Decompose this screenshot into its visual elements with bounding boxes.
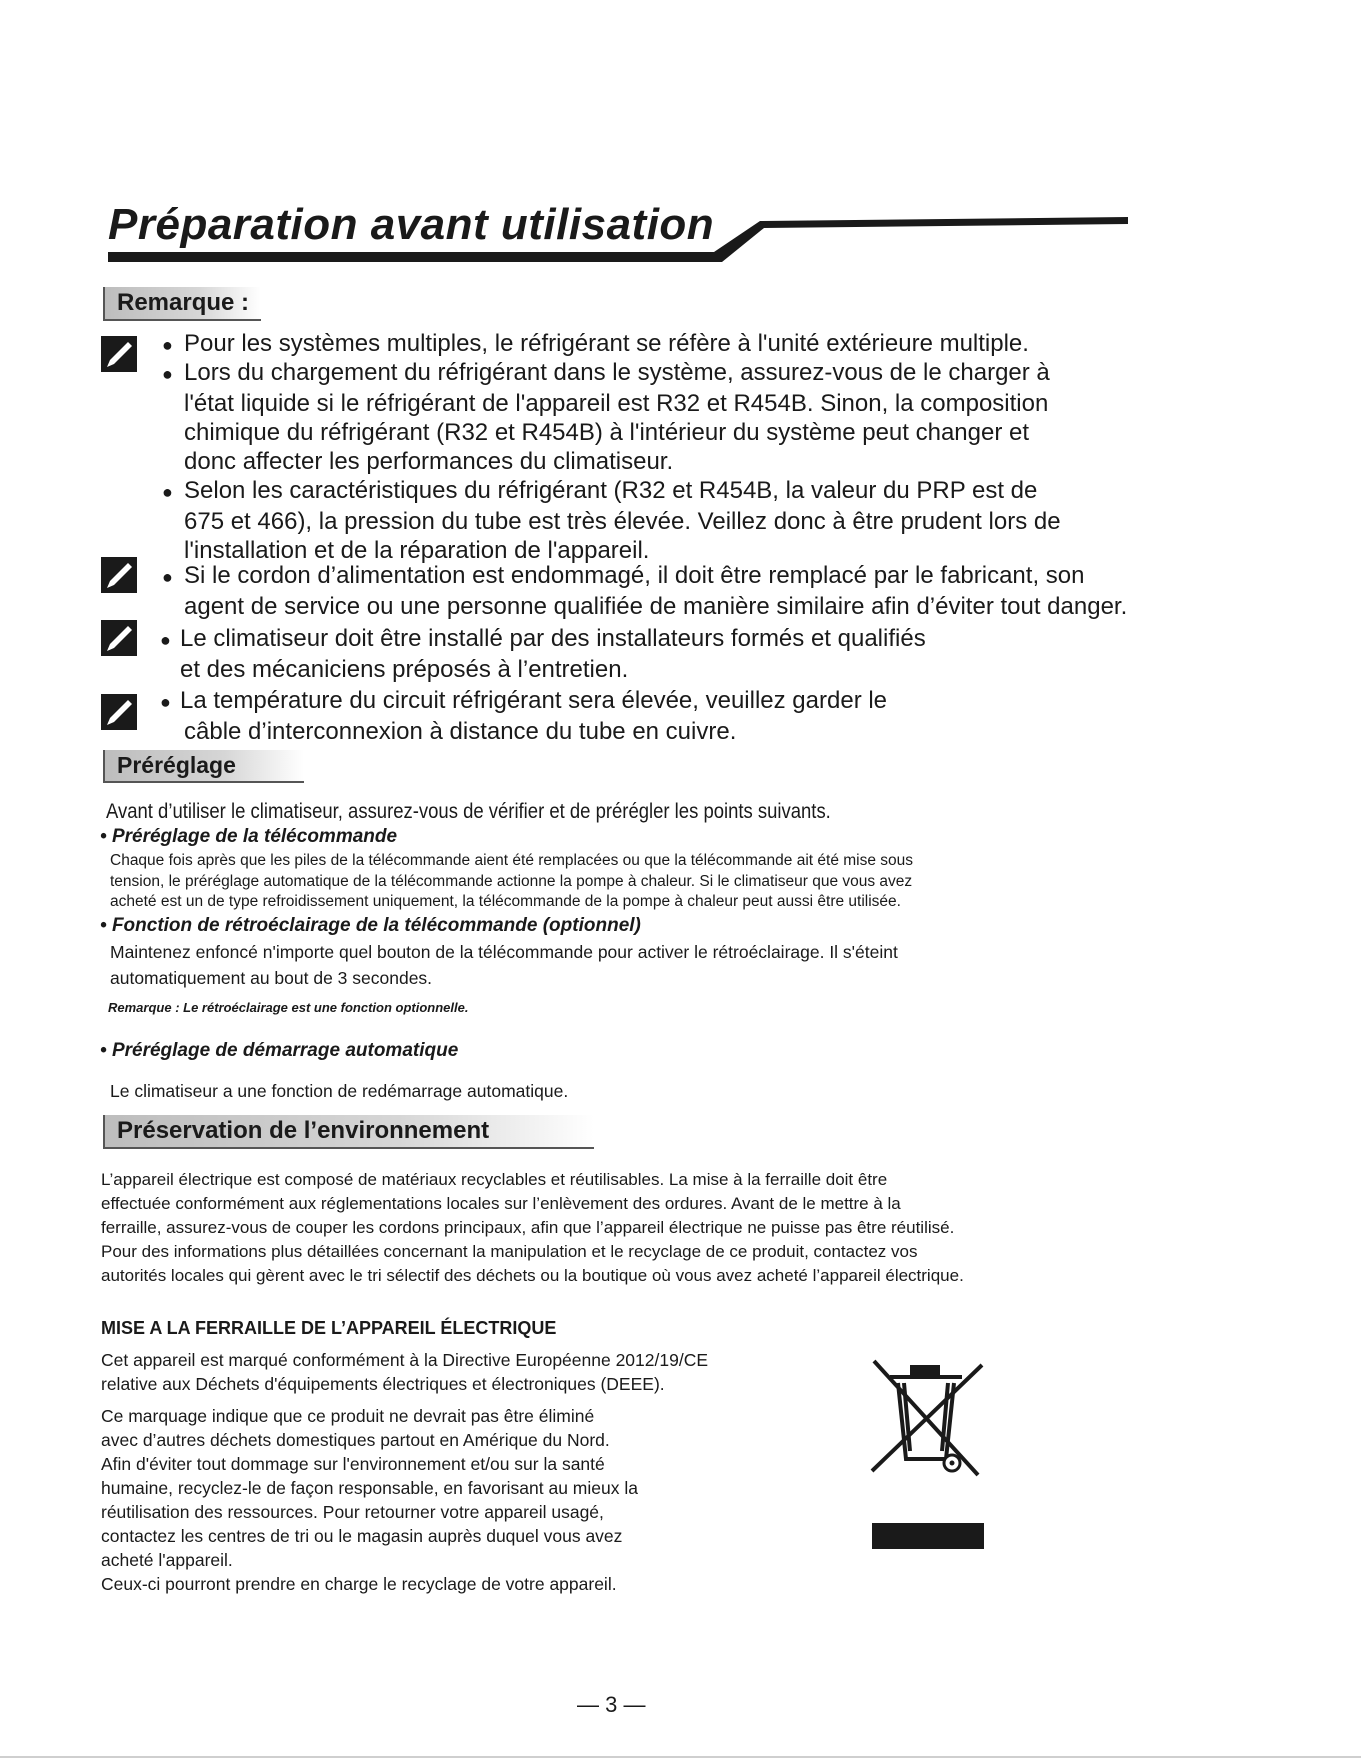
telecommande-paragraph: Chaque fois après que les piles de la télécommande aient été remplacées ou que la télécommande ait été mise sous tension, le préréglage automatique de la télécommande actionne la pompe à chaleur. Si le climatiseur que vous avez acheté est un de type refroidissement uniquement, la télécommande de la pompe à chaleur peut aussi être utilisée.	[110, 852, 914, 910]
crossed-out-bin-icon	[870, 1355, 990, 1550]
page-edge	[0, 1756, 1361, 1758]
prereglage-intro: Avant d’utiliser le climatiseur, assurez-vous de vérifier et de prérégler les points suivants.	[106, 800, 831, 823]
remark-bullet-1: ● Pour les systèmes multiples, le réfrigérant se réfère à l'unité extérieure multiple.	[162, 330, 1029, 357]
remark-bullet-5: ● Le climatiseur doit être installé par des installateurs formés et qualifiés et des mécaniciens préposés à l’entretien.	[160, 625, 926, 683]
mise-heading: MISE A LA FERRAILLE DE L’APPAREIL ÉLECTRIQUE	[101, 1318, 557, 1338]
title-underline	[0, 0, 1361, 280]
retroeclairage-paragraph: Maintenez enfoncé n'importe quel bouton de la télécommande pour activer le rétroéclairage. Il s'éteint automatiquement au bout de 3 secondes.	[110, 942, 898, 988]
remark-bullet-2: ● Lors du chargement du réfrigérant dans le système, assurez-vous de le charger à l'état liquide si le réfrigérant de l'appareil est R32 et R454B. Sinon, la composition chimique du réfrigérant (R32 et R454B) à l'intérieur du système peut changer et donc affecter les performances du climatiseur.	[162, 359, 1050, 475]
section-header-label: Préréglage	[117, 752, 236, 778]
notice-pen-icon	[101, 336, 137, 372]
section-header-prereglage	[103, 750, 304, 783]
retroeclairage-note: Remarque : Le rétroéclairage est une fonction optionnelle.	[108, 1000, 469, 1015]
notice-pen-icon	[101, 557, 137, 593]
section-header-label: Remarque :	[117, 289, 250, 316]
mise-paragraph-2: Ce marquage indique que ce produit ne devrait pas être éliminé avec d’autres déchets domestiques partout en Amérique du Nord. Afin d'éviter tout dommage sur l'environnement et/ou sur la santé humaine, recyclez-le de façon responsable, en favorisant au mieux la réutilisation des ressources. Pour retourner votre appareil usagé, contactez les centres de tri ou le magasin auprès duquel vous avez acheté l'appareil. Ceux-ci pourront prendre en charge le recyclage de votre appareil.	[101, 1406, 638, 1594]
page-title: Préparation avant utilisation	[108, 200, 715, 249]
section-header-environnement	[103, 1115, 594, 1149]
mise-paragraph-1: Cet appareil est marqué conformément à la Directive Européenne 2012/19/CE relative aux Déchets d'équipements électriques et électroniques (DEEE).	[101, 1350, 709, 1394]
page-number: — 3 —	[577, 1692, 646, 1717]
notice-pen-icon	[101, 694, 137, 730]
remark-bullet-6: ● La température du circuit réfrigérant sera élevée, veuillez garder le câble d’interconnexion à distance du tube en cuivre.	[160, 687, 888, 745]
subheading-demarrage: • Préréglage de démarrage automatique	[100, 1040, 459, 1061]
subheading-telecommande: • Préréglage de la télécommande	[100, 826, 398, 847]
remark-bullet-3: ● Selon les caractéristiques du réfrigérant (R32 et R454B, la valeur du PRP est de 675 et 466), la pression du tube est très élevée. Veillez donc à être prudent lors de l'installation et de la réparation de l'appareil.	[162, 477, 1061, 564]
remark-bullet-4: ● Si le cordon d’alimentation est endommagé, il doit être remplacé par le fabricant, son agent de service ou une personne qualifiée de manière similaire afin d’éviter tout danger.	[162, 562, 1128, 620]
demarrage-text: Le climatiseur a une fonction de redémarrage automatique.	[110, 1081, 569, 1101]
subheading-retroeclairage: • Fonction de rétroéclairage de la télécommande (optionnel)	[100, 915, 641, 936]
section-header-remarque	[103, 287, 261, 321]
section-header-label: Préservation de l’environnement	[117, 1117, 490, 1144]
environnement-paragraph: L’appareil électrique est composé de matériaux recyclables et réutilisables. La mise à la ferraille doit être effectuée conformément aux réglementations locales sur l’enlèvement des ordures. Avant de le mettre à la ferraille, assurez-vous de couper les cordons principaux, afin que l’appareil électrique ne puisse pas être réutilisé. Pour des informations plus détaillées concernant la manipulation et le recyclage de ce produit, contactez vos autorités locales qui gèrent avec le tri sélectif des déchets ou la boutique où vous avez acheté l’appareil électrique.	[101, 1170, 964, 1285]
notice-pen-icon	[101, 620, 137, 656]
